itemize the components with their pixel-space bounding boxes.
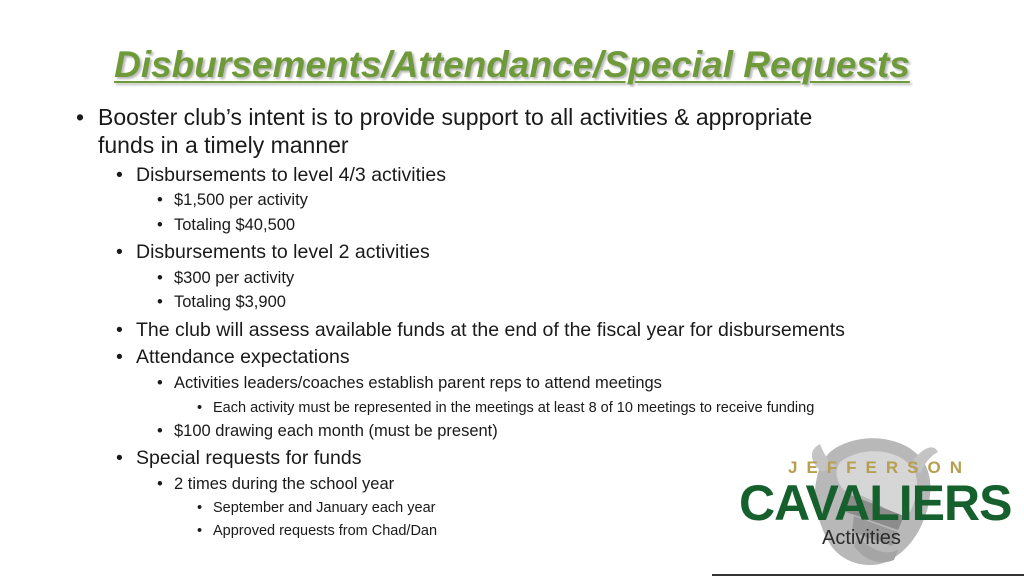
bullet-item-13: • Special requests for funds <box>136 446 361 470</box>
bullet-item-12: • $100 drawing each month (must be present) <box>174 421 498 441</box>
bullet-item-5: • Disbursements to level 2 activities <box>136 240 430 264</box>
bullet-item-2: • Disbursements to level 4/3 activities <box>136 163 446 187</box>
bullet-item-16: • Approved requests from Chad/Dan <box>213 522 437 540</box>
bullet-item-11: • Each activity must be represented in the meetings at least 8 of 10 meetings to receive funding <box>213 399 814 417</box>
logo-sub-text: Activities <box>822 527 901 549</box>
bullet-item-8: • The club will assess available funds at the end of the fiscal year for disbursements <box>136 318 845 342</box>
bullet-item-1-continuation: funds in a timely manner <box>98 132 349 158</box>
logo-top-text: JEFFERSON <box>788 458 972 477</box>
bullet-item-6: • $300 per activity <box>174 268 294 288</box>
bullet-item-14: • 2 times during the school year <box>174 474 394 494</box>
bullet-item-10: • Activities leaders/coaches establish parent reps to attend meetings <box>174 373 662 393</box>
bullet-item-9: • Attendance expectations <box>136 345 350 369</box>
logo-main-text: CAVALIERS <box>739 475 1012 531</box>
bullet-item-1: • Booster club’s intent is to provide support to all activities & appropriate <box>98 103 812 131</box>
bullet-item-15: • September and January each year <box>213 499 435 517</box>
bullet-item-7: • Totaling $3,900 <box>174 292 286 312</box>
bullet-item-3: • $1,500 per activity <box>174 190 308 210</box>
slide-title: Disbursements/Attendance/Special Requests <box>114 44 910 85</box>
bullet-item-4: • Totaling $40,500 <box>174 215 295 235</box>
